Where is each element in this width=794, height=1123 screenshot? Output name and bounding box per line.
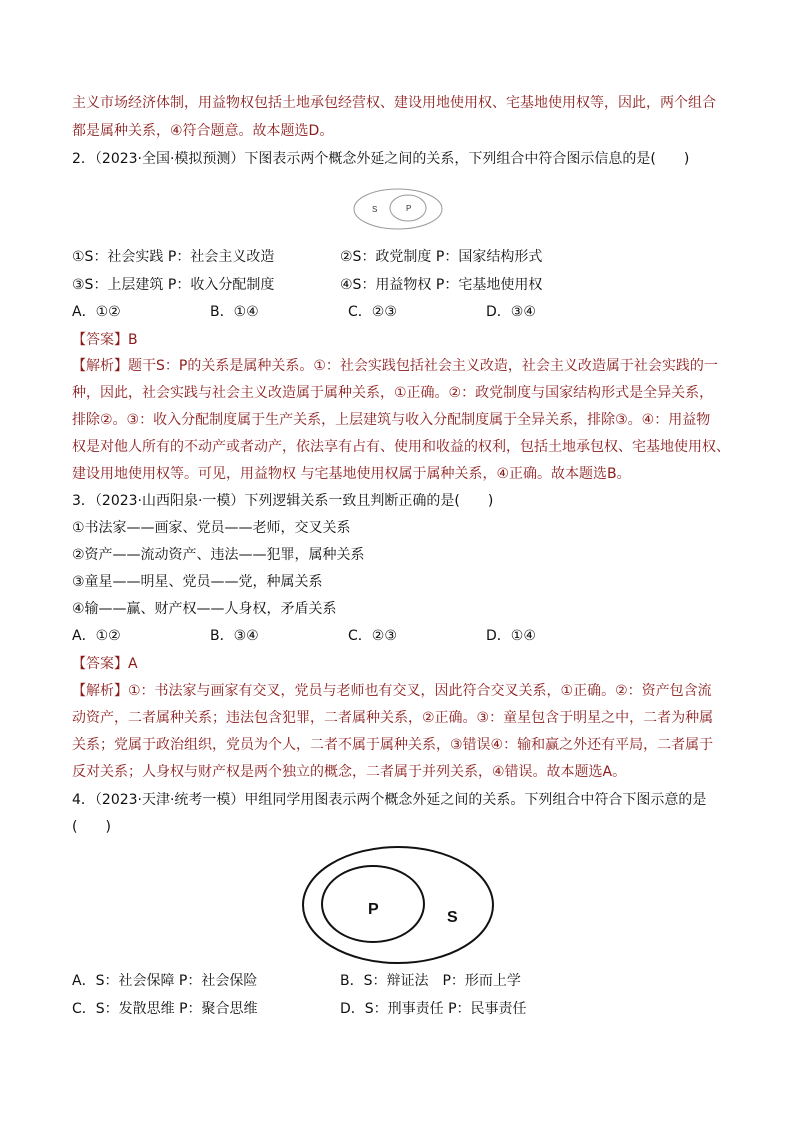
q2-analysis-line-1 [72, 357, 718, 375]
q4-choice-c: C．S：发散思维 P：聚合思维 [72, 1001, 258, 1017]
q3-analysis-label: 【解析】 [72, 683, 128, 699]
q2-analysis-line-2: 种，因此，社会实践与社会主义改造属于属种关系，①正确。②：政党制度与国家结构形式是全异关系， [72, 385, 714, 401]
q3-choice-a: A．①② [72, 628, 121, 644]
q4-stem-line-2: ( ) [72, 819, 111, 835]
q4-outer-label: S [447, 909, 458, 926]
q4-choice-b: B．S：辩证法 P：形而上学 [340, 973, 521, 989]
q3-choice-b: B．③④ [210, 628, 259, 644]
q3-item-1: ①书法家——画家、党员——老师，交叉关系 [72, 520, 351, 536]
q3-answer-value: A [128, 656, 138, 672]
q2-choice-a: A．①② [72, 304, 121, 320]
q4-inner-label: P [368, 901, 379, 918]
q2-choice-b: B．①④ [210, 304, 259, 320]
q3-analysis-line-2: 动资产，二者属种关系；违法包含犯罪，二者属种关系，②正确。③：童星包含于明星之中，二者为种属 [72, 710, 714, 726]
q2-outer-label: S [372, 205, 378, 214]
q2-item-3: ③S：上层建筑 P：收入分配制度 [72, 277, 275, 293]
q3-answer-label: 【答案】 [72, 656, 128, 672]
q3-item-4: ④输——赢、财产权——人身权，矛盾关系 [72, 601, 337, 617]
q2-answer [72, 331, 138, 349]
q4-choice-a: A．S：社会保障 P：社会保险 [72, 973, 258, 989]
q2-analysis-label: 【解析】 [72, 358, 128, 374]
q4-outer-ellipse [303, 847, 493, 963]
q2-analysis-text-1: 题干S：P的关系是属种关系。①：社会实践包括社会主义改造，社会主义改造属于社会实践的一 [128, 358, 718, 374]
q2-analysis-line-4: 权是对他人所有的不动产或者动产，依法享有占有、使用和收益的权利，包括土地承包权、宅基地使用权、 [72, 439, 730, 455]
q3-analysis-line-4: 反对关系；人身权与财产权是两个独立的概念，二者属于并列关系，④错误。故本题选A。 [72, 764, 627, 780]
q2-answer-value: B [128, 332, 138, 348]
q3-stem: 3．（2023·山西阳泉·一模）下列逻辑关系一致且判断正确的是( ) [72, 493, 494, 509]
q2-item-1: ①S：社会实践 P：社会主义改造 [72, 249, 275, 265]
q2-stem: 2．（2023·全国·模拟预测）下图表示两个概念外延之间的关系，下列组合中符合图示信息的是( ) [72, 151, 690, 167]
q3-analysis-line-1 [72, 682, 712, 700]
q2-answer-label: 【答案】 [72, 332, 128, 348]
prev-analysis-line-1: 主义市场经济体制，用益物权包括土地承包经营权、建设用地使用权、宅基地使用权等，因此，两个组合 [72, 95, 716, 111]
q3-analysis-text-1: ①：书法家与画家有交叉，党员与老师也有交叉，因此符合交叉关系，①正确。②：资产包含流 [128, 683, 712, 699]
q2-analysis-line-3: 排除②。③：收入分配制度属于生产关系，上层建筑与收入分配制度属于全异关系，排除③。④：用益物 [72, 412, 711, 428]
q2-choice-d: D．③④ [486, 304, 536, 320]
q2-inner-label: P [406, 204, 412, 213]
q3-analysis-line-3: 关系；党属于政治组织，党员为个人，二者不属于属种关系，③错误④：输和赢之外还有平局，二者属于 [72, 737, 714, 753]
q2-outer-ellipse [354, 189, 442, 229]
q3-item-2: ②资产——流动资产、违法——犯罪，属种关系 [72, 547, 365, 563]
q3-item-3: ③童星——明星、党员——党，种属关系 [72, 574, 323, 590]
q2-choice-c: C．②③ [348, 304, 397, 320]
q2-item-4: ④S：用益物权 P：宅基地使用权 [340, 277, 543, 293]
prev-analysis-line-2: 都是属种关系，④符合题意。故本题选D。 [72, 123, 334, 139]
q4-venn-diagram [300, 844, 496, 966]
q3-choice-c: C．②③ [348, 628, 397, 644]
q3-choice-d: D．①④ [486, 628, 536, 644]
q4-choice-d: D．S：刑事责任 P：民事责任 [340, 1001, 527, 1017]
q4-stem-line-1: 4．（2023·天津·统考一模）甲组同学用图表示两个概念外延之间的关系。下列组合中符合下图示意的是 [72, 792, 707, 808]
q2-venn-diagram [352, 186, 444, 232]
q3-answer [72, 655, 138, 673]
q2-analysis-line-5: 建设用地使用权等。可见，用益物权 与宅基地使用权属于属种关系，④正确。故本题选B。 [72, 466, 631, 482]
q2-item-2: ②S：政党制度 P：国家结构形式 [340, 249, 543, 265]
